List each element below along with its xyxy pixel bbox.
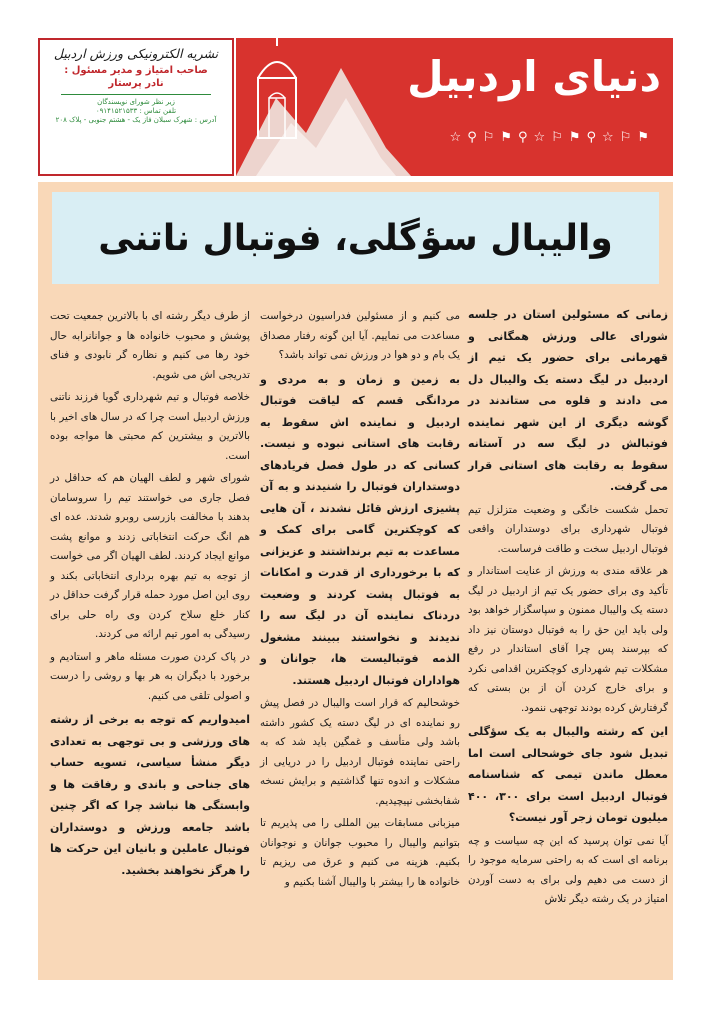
- paragraph: تحمل شکست خانگی و وضعیت متزلزل تیم فوتبال شهرداری برای دوستداران واقعی فوتبال اردبیل سخت و طاقت فرساست.: [468, 503, 668, 555]
- paragraph: به زمین و زمان و به مردی و مردانگی قسم که لیاقت فوتبال اردبیل و نماینده اش سقوط به رقابت های استانی نبوده و نیست. کسانی که در طول فصل فریادهای دوستداران فوتبال را شنیدند و به آن پشیزی ارزش قائل نشدند ، آن هایی که کوچکترین گامی برای کمک و مساعدت به تیم برنداشتند و عزیزانی که با برخورداری از قدرت و امکانات به فوتبال پشت کردند و وضعیت دردناک نماینده آن در لیگ سه را ندیدند و نخواستند ببینند مشغول الذمه فوتبالیست ها، جوانان و هواداران فوتبال اردبیل هستند.: [260, 372, 460, 687]
- paragraph: آیا نمی توان پرسید که این چه سیاست و چه برنامه ای است که به راحتی سرمایه موجود را از دست می دهیم ولی برای به دست آوردن امتیاز در یک رشته دیگر تلاش: [468, 834, 668, 905]
- paragraph: هر علاقه مندی به ورزش از عنایت استاندار و تأکید وی برای حضور یک تیم از اردبیل در لیگ دسته یک والیبال ممنون و سپاسگزار خواهد بود ولی باید این حق را به فوتبال دوستان نیز داد که بپرسند پس چرا آقای استاندار در رفع مشکلات تیم شهرداری کوچکترین اقدامی نکرد و برای خارج کردن آن از بن بستی که گرفتارش کرده بودند توجهی ننمود.: [468, 565, 668, 714]
- headline: والیبال سؤگلی، فوتبال ناتنی: [98, 217, 613, 259]
- paragraph: زمانی که مسئولین استان در جلسه شورای عالی ورزش همگانی و قهرمانی برای حضور یک تیم از اردبیل در لیگ دسته یک والیبال دل می دادند و قلوه می ستاندند در گوشه دیگری از این شهر نماینده فوتبالش در لیگ سه در آستانه سقوط به رقابت های استانی قرار می گرفت.: [468, 308, 668, 493]
- headline-box: [52, 192, 659, 284]
- article-page: [38, 182, 673, 980]
- paragraph: می کنیم و از مسئولین فدراسیون درخواست مساعدت می نماییم. آیا این گونه رفتار مصداق یک بام و دو هوا در ورزش نمی تواند باشد؟: [260, 310, 460, 361]
- publication-name: نشریه الکترونیکی ورزش اردبیل: [53, 46, 219, 61]
- paragraph: شورای شهر و لطف الهیان هم که حداقل در فصل جاری می خواستند تیم را سروسامان بدهند با مخالفت بازرسی روبرو شدند. عده ای هم انگ حرکت انتخاباتی زدند و موانع پشت موانع ایجاد کردند. لطف الهیان اگر می خواست از توجه به تیم بهره برداری انتخاباتی بکند و روی این اصل مورد حمله قرار گرفت حداقل در کنار خلع سلاح کردن وی راه حلی برای رسیدگی به امور تیم ارائه می کردند.: [50, 472, 250, 640]
- paragraph: خلاصه فوتبال و تیم شهرداری گویا فرزند ناتنی ورزش اردبیل است چرا که در سال های اخیر با بالاترین و بیشترین کم محبتی ها مواجه بوده است.: [50, 391, 250, 462]
- logo-banner: [236, 38, 673, 176]
- owner-label: صاحب امتیاز و مدیر مسئول :: [64, 65, 208, 76]
- sports-pictograms-icon: ☆⚲⚐⚑⚲☆⚐⚑⚲☆⚐⚑: [449, 130, 655, 145]
- column-right: [468, 304, 668, 913]
- paragraph: در پاک کردن صورت مسئله ماهر و استادیم و برخورد با دیگران به هر بها و روشی را درست و اصولی تلقی می کنیم.: [50, 650, 250, 702]
- column-left: [50, 307, 250, 884]
- paragraph: امیدواریم که توجه به برخی از رشته های ورزشی و بی توجهی به تعدادی دیگر منشأ سیاسی، تسویه حساب های جناحی و باندی و رفاقت ها و وابستگی ها نباشد چرا که اگر چنین باشد جامعه ورزش و دوستداران فوتبال عاملین و بانیان این حرکت ها را هرگز نخواهند بخشید.: [50, 713, 250, 877]
- logo-text: دنیای اردبیل: [407, 52, 661, 101]
- paragraph: این که رشته والیبال به یک سؤگلی تبدیل شود جای خوشحالی است اما معطل ماندن تیمی که شناسنامه فوتبال اردبیل است برای ۳۰۰، ۴۰۰ میلیون تومان زجر آور نیست؟: [468, 725, 668, 824]
- editorial-board: زیر نظر شورای نویسندگان: [97, 98, 175, 106]
- paragraph: از طرف دیگر رشته ای با بالاترین جمعیت تحت پوشش و محبوب خانواده ها و جوانانرابه حال خود رها می کنیم و نظاره گر نابودی و فنای تدریجی اش می شویم.: [50, 310, 250, 381]
- info-divider: [61, 94, 211, 95]
- paragraph: خوشحالیم که قرار است والیبال در فصل پیش رو نماینده ای در لیگ دسته یک کشور داشته باشد ولی متأسف و غمگین باید شد که به راحتی نماینده فوتبال اردبیل را در دریایی از مشکلات و اندوه تنها گذاشتیم و برایش نسخه شفابخشی نپیچیدیم.: [260, 697, 460, 807]
- address: آدرس : شهرک سبلان فاز یک - هشتم جنوبی - پلاک ۲۰۸: [55, 116, 217, 124]
- paragraph: میزبانی مسابقات بین المللی را می پذیریم تا بتوانیم والیبال را محبوب جوانان و نوجوانان بکنیم. هزینه می کنیم و عرق می ریزیم تا خانواده ها را بیشتر با والیبال آشنا بکنیم و: [260, 817, 460, 888]
- info-box: [38, 38, 234, 176]
- phone-number: تلفن تماس : ۰۹۱۴۱۵۲۱۵۳۳: [95, 107, 177, 115]
- column-middle: [260, 307, 460, 895]
- owner-name: نادر پرستار: [108, 78, 164, 89]
